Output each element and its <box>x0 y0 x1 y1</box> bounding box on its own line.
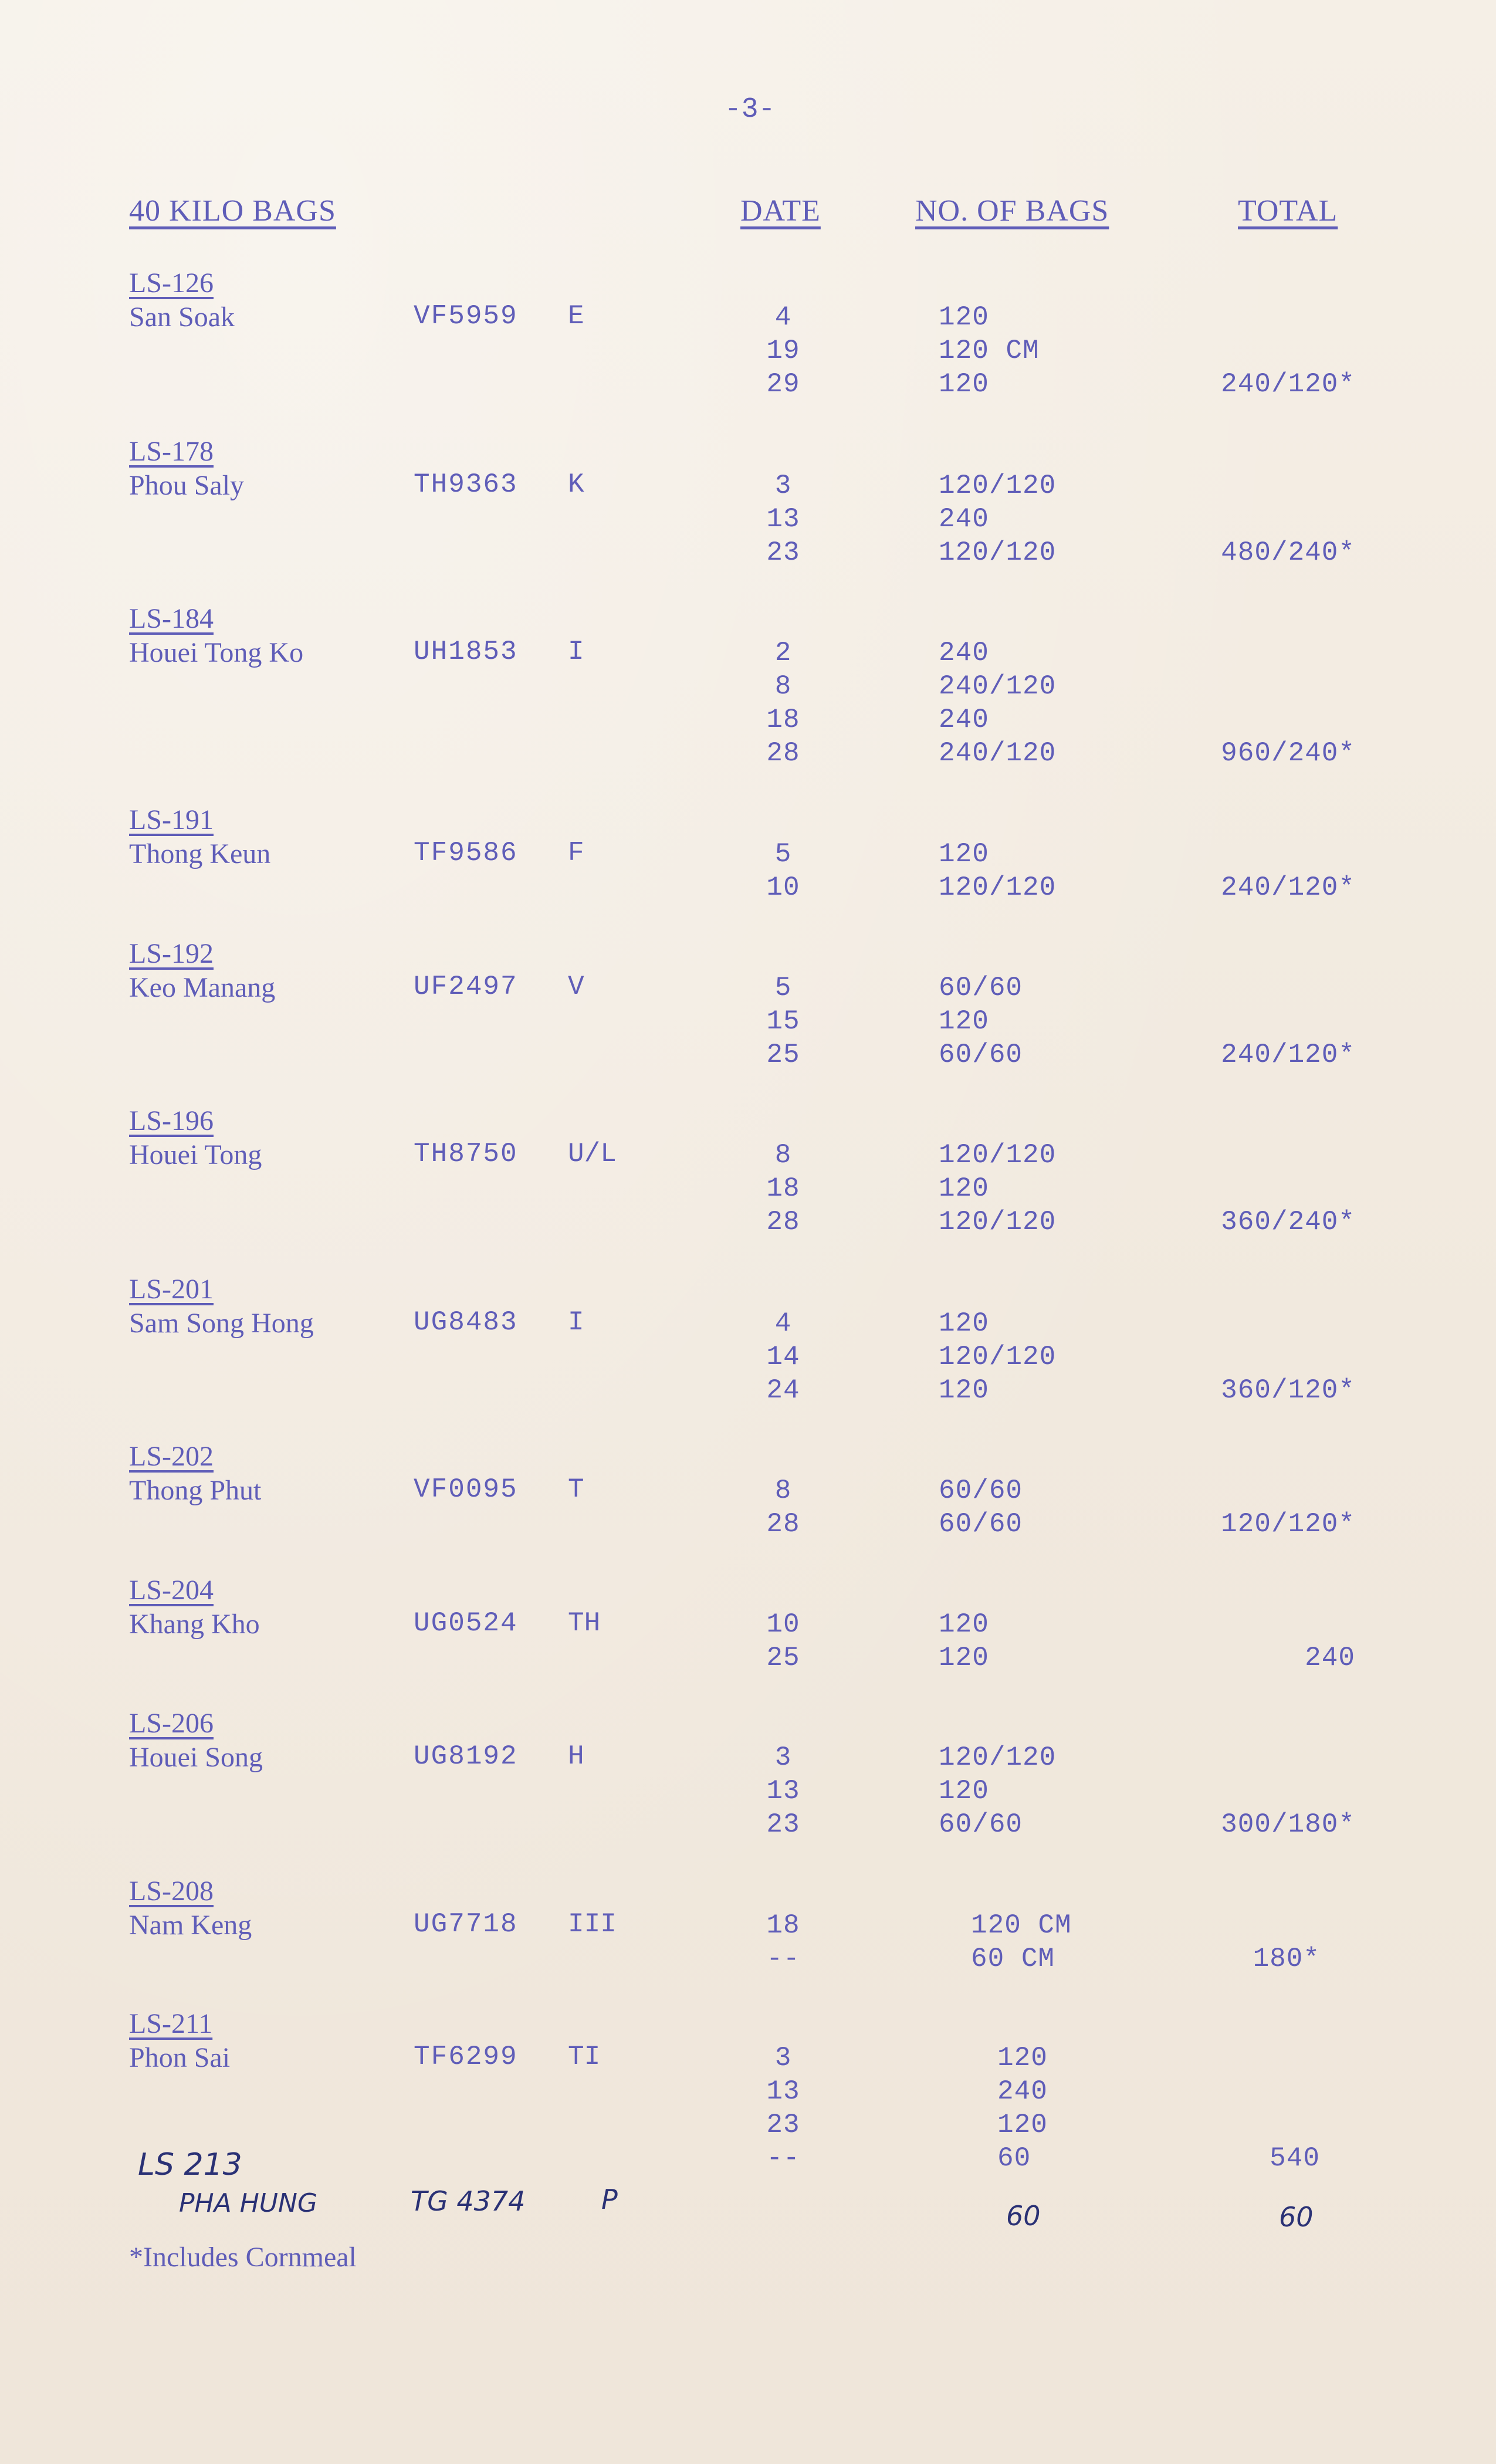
bags-list <box>939 1139 1115 1239</box>
bags-value: 60/60 <box>939 1809 1023 1840</box>
total-value: 120/120* <box>1221 1509 1355 1539</box>
date-list <box>725 1307 842 1407</box>
grid-reference: UH1853 <box>414 637 518 667</box>
total-value: 360/240* <box>1221 1207 1355 1237</box>
date-value: 13 <box>766 504 800 534</box>
bags-value: 120 <box>939 369 989 400</box>
site-code: LS-178 <box>129 436 214 467</box>
bags-value: 120 <box>939 1308 989 1339</box>
bags-value: 120 <box>939 1609 989 1640</box>
bags-value: 120 CM <box>939 336 1040 366</box>
date-value: 29 <box>766 369 800 400</box>
zone-code: I <box>568 637 584 667</box>
bags-value: 60/60 <box>939 1040 1023 1070</box>
site-name: Keo Manang <box>129 972 276 1003</box>
site-code: LS-126 <box>129 268 214 299</box>
bags-value: 120/120 <box>939 1207 1057 1237</box>
date-list <box>725 972 842 1072</box>
site-code: LS-206 <box>129 1708 214 1739</box>
site-code: LS-184 <box>129 603 214 634</box>
bags-list <box>939 637 1115 770</box>
date-value: 4 <box>774 302 792 333</box>
date-value: 28 <box>766 1509 800 1539</box>
zone-code: K <box>568 469 584 500</box>
date-value: 10 <box>766 1609 800 1640</box>
grid-reference: TF6299 <box>414 2042 518 2072</box>
bags-value: 120 <box>997 2043 1048 2073</box>
total-value: 360/120* <box>1221 1375 1355 1406</box>
date-list <box>725 1474 842 1541</box>
date-value: 4 <box>774 1308 792 1339</box>
zone-code: F <box>568 838 584 868</box>
grid-reference: VF5959 <box>414 301 518 331</box>
site-name: Nam Keng <box>129 1910 252 1941</box>
bags-value: 240/120 <box>939 671 1057 702</box>
bags-value: 60/60 <box>939 973 1023 1003</box>
zone-code: T <box>568 1474 584 1505</box>
bags-value: 60/60 <box>939 1475 1023 1506</box>
bags-value: 120 CM <box>971 1910 1072 1941</box>
date-value: 5 <box>774 973 792 1003</box>
handwritten-bags-value: 60 <box>1006 2200 1041 2232</box>
bags-list <box>939 469 1115 570</box>
date-list <box>725 1608 842 1675</box>
handwritten-total-value: 60 <box>1279 2201 1314 2233</box>
zone-code: TI <box>568 2042 601 2072</box>
date-value: 8 <box>774 671 792 702</box>
bags-list <box>939 1608 1115 1675</box>
site-code: LS-208 <box>129 1876 214 1907</box>
bags-value: 120 <box>939 1375 989 1406</box>
site-code: LS-202 <box>129 1441 214 1472</box>
total-value: 300/180* <box>1221 1809 1355 1840</box>
grid-reference: UG8483 <box>414 1307 518 1338</box>
date-value: 18 <box>766 705 800 735</box>
grid-reference: UF2497 <box>414 972 518 1002</box>
zone-code: H <box>568 1741 584 1772</box>
bags-list <box>939 972 1115 1072</box>
bags-value: 120 <box>939 302 989 333</box>
date-value: 3 <box>774 2043 792 2073</box>
footnote: *Includes Cornmeal <box>129 2242 357 2273</box>
date-value: 28 <box>766 1207 800 1237</box>
date-value: 23 <box>766 2110 800 2140</box>
bags-list <box>939 838 1115 905</box>
bags-value: 120 <box>939 1173 989 1204</box>
bags-list <box>939 1307 1115 1407</box>
grid-reference: TH8750 <box>414 1139 518 1169</box>
grid-reference: TF9586 <box>414 838 518 868</box>
date-value: 25 <box>766 1643 800 1673</box>
total-value: 180* <box>1253 1944 1320 1974</box>
bags-list <box>997 2042 1173 2175</box>
date-list <box>725 2042 842 2175</box>
date-list <box>725 469 842 570</box>
header-no-of-bags: NO. OF BAGS <box>915 194 1109 228</box>
bags-list <box>971 1909 1147 1976</box>
date-value: 3 <box>774 1742 792 1773</box>
site-name: Thong Phut <box>129 1475 262 1506</box>
total-value: 240/120* <box>1221 369 1355 400</box>
date-value: 25 <box>766 1040 800 1070</box>
header-bags: 40 KILO BAGS <box>129 194 336 228</box>
handwritten-zone-code: P <box>601 2184 618 2215</box>
bags-value: 120/120 <box>939 1742 1057 1773</box>
zone-code: I <box>568 1307 584 1338</box>
total-value: 240 <box>1305 1643 1355 1673</box>
site-name: Phon Sai <box>129 2042 231 2073</box>
bags-value: 120 <box>939 1643 989 1673</box>
bags-value: 60 CM <box>971 1944 1055 1974</box>
bags-value: 120/120 <box>939 1140 1057 1170</box>
handwritten-site-name: PHA HUNG <box>179 2188 318 2218</box>
zone-code: U/L <box>568 1139 617 1169</box>
site-code: LS-211 <box>129 2008 213 2039</box>
site-name: Houei Tong Ko <box>129 637 304 668</box>
date-value: 3 <box>774 471 792 501</box>
grid-reference: UG8192 <box>414 1741 518 1772</box>
date-value: 14 <box>766 1342 800 1372</box>
bags-list <box>939 1741 1115 1842</box>
date-list <box>725 301 842 401</box>
grid-reference: VF0095 <box>414 1474 518 1505</box>
bags-value: 120/120 <box>939 1342 1057 1372</box>
date-value: 8 <box>774 1140 792 1170</box>
zone-code: TH <box>568 1608 601 1639</box>
date-value: 2 <box>774 638 792 668</box>
date-value: 18 <box>766 1173 800 1204</box>
date-value: 23 <box>766 537 800 568</box>
handwritten-site-code: LS 213 <box>138 2147 242 2182</box>
site-name: Thong Keun <box>129 838 271 869</box>
date-list <box>725 1741 842 1842</box>
grid-reference: UG7718 <box>414 1909 518 1940</box>
site-code: LS-201 <box>129 1274 214 1305</box>
date-value: 15 <box>766 1006 800 1037</box>
date-list <box>725 1909 842 1976</box>
bags-list <box>939 1474 1115 1541</box>
grid-reference: TH9363 <box>414 469 518 500</box>
date-value: 19 <box>766 336 800 366</box>
date-value: -- <box>766 2143 800 2174</box>
handwritten-grid-reference: TG 4374 <box>411 2185 526 2217</box>
total-value: 240/120* <box>1221 1040 1355 1070</box>
bags-value: 240 <box>939 638 989 668</box>
zone-code: E <box>568 301 584 331</box>
bags-value: 60/60 <box>939 1509 1023 1539</box>
site-name: Houei Song <box>129 1742 263 1773</box>
date-value: 13 <box>766 1776 800 1806</box>
date-value: 18 <box>766 1910 800 1941</box>
bags-value: 60 <box>997 2143 1031 2174</box>
date-list <box>725 1139 842 1239</box>
site-code: LS-191 <box>129 804 214 835</box>
header-total: TOTAL <box>1238 194 1338 228</box>
date-value: 13 <box>766 2076 800 2107</box>
date-value: 10 <box>766 872 800 903</box>
total-value: 960/240* <box>1221 738 1355 769</box>
site-name: San Soak <box>129 302 235 333</box>
page-number: -3- <box>725 94 776 126</box>
site-name: Sam Song Hong <box>129 1308 314 1339</box>
bags-value: 240 <box>997 2076 1048 2107</box>
date-value: -- <box>766 1944 800 1974</box>
bags-value: 120 <box>939 839 989 869</box>
date-list <box>725 838 842 905</box>
bags-value: 120/120 <box>939 872 1057 903</box>
total-value: 540 <box>1270 2143 1320 2174</box>
bags-value: 240 <box>939 705 989 735</box>
date-list <box>725 637 842 770</box>
site-name: Houei Tong <box>129 1139 262 1170</box>
total-value: 240/120* <box>1221 872 1355 903</box>
site-name: Phou Saly <box>129 470 245 501</box>
bags-value: 120 <box>997 2110 1048 2140</box>
date-value: 5 <box>774 839 792 869</box>
date-value: 28 <box>766 738 800 769</box>
bags-value: 120 <box>939 1006 989 1037</box>
bags-value: 120/120 <box>939 537 1057 568</box>
bags-value: 120/120 <box>939 471 1057 501</box>
bags-value: 240 <box>939 504 989 534</box>
grid-reference: UG0524 <box>414 1608 518 1639</box>
bags-list <box>939 301 1115 401</box>
header-date: DATE <box>740 194 821 228</box>
date-value: 23 <box>766 1809 800 1840</box>
site-name: Khang Kho <box>129 1609 260 1640</box>
bags-value: 240/120 <box>939 738 1057 769</box>
bags-value: 120 <box>939 1776 989 1806</box>
site-code: LS-196 <box>129 1105 214 1136</box>
date-value: 8 <box>774 1475 792 1506</box>
site-code: LS-204 <box>129 1575 214 1606</box>
date-value: 24 <box>766 1375 800 1406</box>
total-value: 480/240* <box>1221 537 1355 568</box>
zone-code: V <box>568 972 584 1002</box>
site-code: LS-192 <box>129 938 214 969</box>
zone-code: III <box>568 1909 617 1940</box>
